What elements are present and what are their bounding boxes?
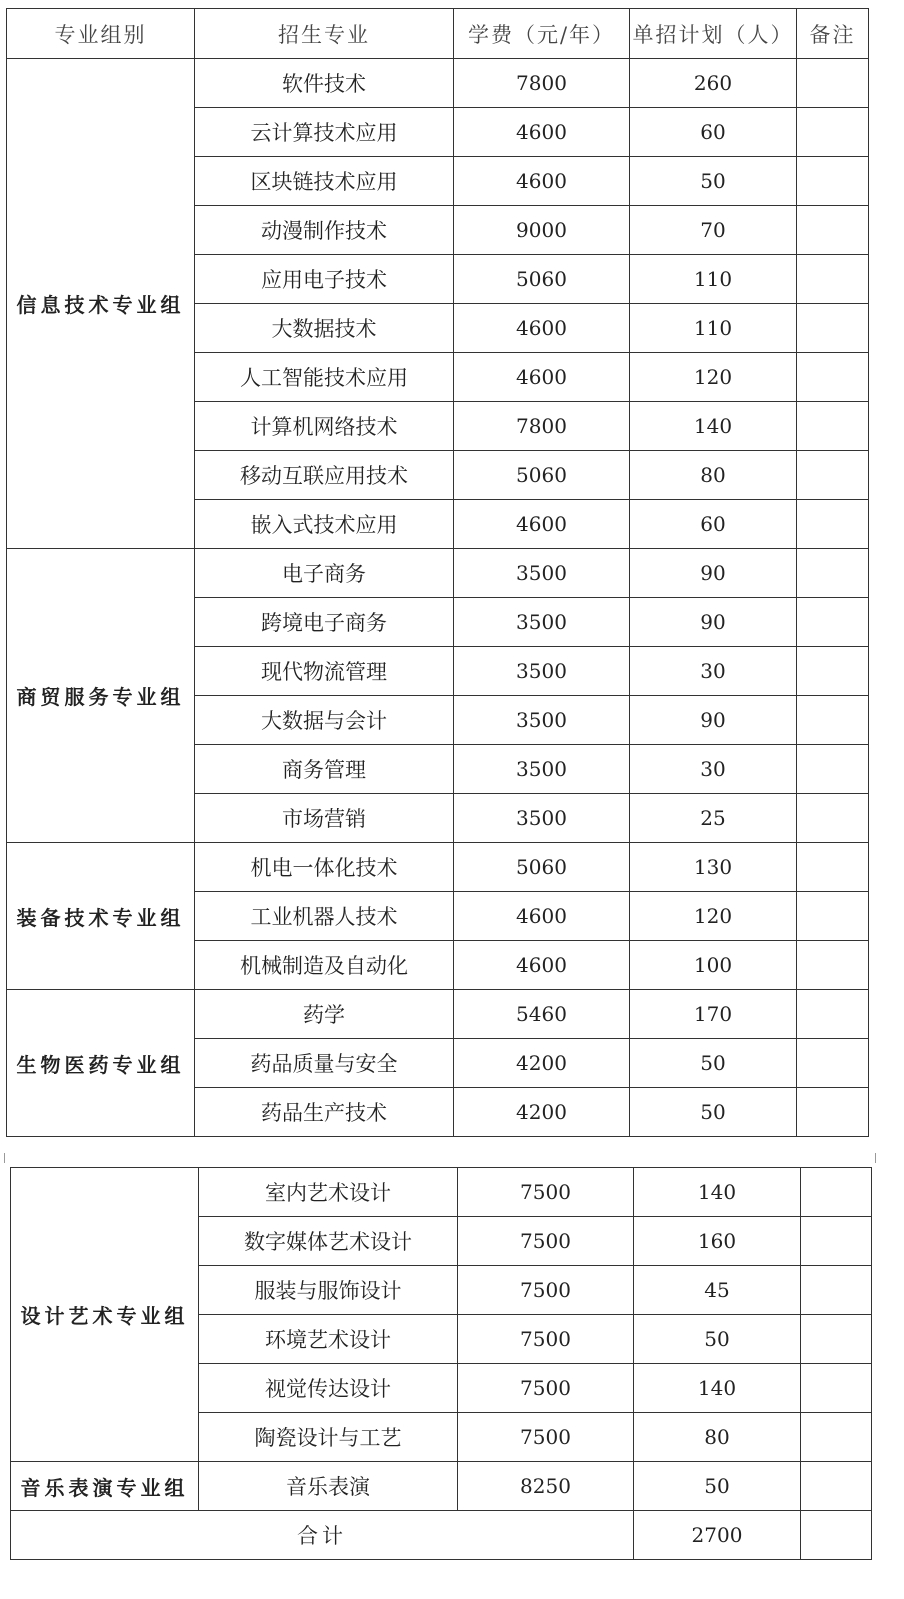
group-name-cell: 生物医药专业组 [7,990,195,1137]
plan-cell: 80 [630,451,797,500]
major-cell: 工业机器人技术 [195,892,454,941]
note-cell [797,647,869,696]
major-cell: 药学 [195,990,454,1039]
fee-cell: 8250 [458,1462,634,1511]
major-cell: 大数据技术 [195,304,454,353]
fee-cell: 3500 [454,647,630,696]
note-cell [797,304,869,353]
fee-cell: 3500 [454,794,630,843]
header-major: 招生专业 [195,9,454,59]
fee-cell: 5060 [454,451,630,500]
plan-cell: 30 [630,745,797,794]
plan-cell: 45 [634,1266,801,1315]
major-cell: 商务管理 [195,745,454,794]
group-name-cell: 设计艺术专业组 [11,1168,199,1462]
plan-cell: 90 [630,549,797,598]
fee-cell: 4600 [454,892,630,941]
major-cell: 电子商务 [195,549,454,598]
total-label: 合计 [11,1511,634,1560]
major-cell: 数字媒体艺术设计 [199,1217,458,1266]
major-cell: 视觉传达设计 [199,1364,458,1413]
plan-cell: 120 [630,353,797,402]
total-note [801,1511,872,1560]
plan-cell: 110 [630,255,797,304]
group-name-cell: 商贸服务专业组 [7,549,195,843]
note-cell [797,892,869,941]
note-cell [797,1039,869,1088]
fee-cell: 7500 [458,1364,634,1413]
header-plan: 单招计划（人） [630,9,797,59]
fee-cell: 4600 [454,353,630,402]
header-fee: 学费（元/年） [454,9,630,59]
major-cell: 应用电子技术 [195,255,454,304]
plan-cell: 70 [630,206,797,255]
plan-cell: 140 [634,1168,801,1217]
plan-cell: 50 [630,1039,797,1088]
note-cell [801,1462,872,1511]
plan-cell: 50 [634,1462,801,1511]
note-cell [797,206,869,255]
note-cell [797,255,869,304]
note-cell [797,157,869,206]
major-cell: 人工智能技术应用 [195,353,454,402]
plan-cell: 50 [634,1315,801,1364]
group-name-cell: 音乐表演专业组 [11,1462,199,1511]
plan-cell: 170 [630,990,797,1039]
table-row [7,59,869,108]
major-cell: 移动互联应用技术 [195,451,454,500]
enrollment-table-page1 [6,8,869,1137]
major-cell: 动漫制作技术 [195,206,454,255]
table-row [7,843,869,892]
fee-cell: 4600 [454,500,630,549]
table-row [11,1168,872,1217]
fee-cell: 7500 [458,1168,634,1217]
plan-cell: 50 [630,157,797,206]
major-cell: 区块链技术应用 [195,157,454,206]
fee-cell: 7500 [458,1315,634,1364]
note-cell [801,1315,872,1364]
plan-cell: 140 [634,1364,801,1413]
plan-cell: 140 [630,402,797,451]
note-cell [797,59,869,108]
plan-cell: 90 [630,696,797,745]
note-cell [797,353,869,402]
note-cell [801,1266,872,1315]
note-cell [797,451,869,500]
major-cell: 音乐表演 [199,1462,458,1511]
note-cell [801,1168,872,1217]
note-cell [797,941,869,990]
note-cell [797,1088,869,1137]
plan-cell: 25 [630,794,797,843]
major-cell: 软件技术 [195,59,454,108]
group-name-cell: 装备技术专业组 [7,843,195,990]
major-cell: 药品质量与安全 [195,1039,454,1088]
plan-cell: 100 [630,941,797,990]
note-cell [797,500,869,549]
plan-cell: 50 [630,1088,797,1137]
note-cell [797,598,869,647]
major-cell: 嵌入式技术应用 [195,500,454,549]
note-cell [797,990,869,1039]
plan-cell: 160 [634,1217,801,1266]
header-group: 专业组别 [7,9,195,59]
fee-cell: 5060 [454,255,630,304]
fee-cell: 7500 [458,1217,634,1266]
major-cell: 计算机网络技术 [195,402,454,451]
fee-cell: 4200 [454,1039,630,1088]
total-row [11,1511,872,1560]
fee-cell: 4600 [454,108,630,157]
plan-cell: 30 [630,647,797,696]
fee-cell: 3500 [454,745,630,794]
note-cell [797,549,869,598]
fee-cell: 4200 [454,1088,630,1137]
major-cell: 药品生产技术 [195,1088,454,1137]
note-cell [797,745,869,794]
major-cell: 机电一体化技术 [195,843,454,892]
plan-cell: 130 [630,843,797,892]
enrollment-table-page2 [10,1167,872,1560]
total-plan: 2700 [634,1511,801,1560]
fee-cell: 5060 [454,843,630,892]
major-cell: 机械制造及自动化 [195,941,454,990]
header-note: 备注 [797,9,869,59]
major-cell: 现代物流管理 [195,647,454,696]
note-cell [797,794,869,843]
note-cell [801,1364,872,1413]
fee-cell: 7800 [454,59,630,108]
table-row [7,990,869,1039]
note-cell [797,696,869,745]
major-cell: 云计算技术应用 [195,108,454,157]
note-cell [797,108,869,157]
fee-cell: 4600 [454,157,630,206]
fee-cell: 7800 [454,402,630,451]
plan-cell: 90 [630,598,797,647]
major-cell: 陶瓷设计与工艺 [199,1413,458,1462]
table-row [7,549,869,598]
note-cell [801,1413,872,1462]
table-row [11,1462,872,1511]
fee-cell: 3500 [454,598,630,647]
fee-cell: 7500 [458,1266,634,1315]
plan-cell: 120 [630,892,797,941]
note-cell [801,1217,872,1266]
plan-cell: 110 [630,304,797,353]
group-name-cell: 信息技术专业组 [7,59,195,549]
plan-cell: 60 [630,108,797,157]
fee-cell: 3500 [454,549,630,598]
fee-cell: 5460 [454,990,630,1039]
major-cell: 服装与服饰设计 [199,1266,458,1315]
plan-cell: 60 [630,500,797,549]
fee-cell: 9000 [454,206,630,255]
plan-cell: 260 [630,59,797,108]
major-cell: 大数据与会计 [195,696,454,745]
major-cell: 室内艺术设计 [199,1168,458,1217]
fee-cell: 3500 [454,696,630,745]
note-cell [797,402,869,451]
page-break-marker [4,1153,876,1163]
major-cell: 环境艺术设计 [199,1315,458,1364]
fee-cell: 7500 [458,1413,634,1462]
fee-cell: 4600 [454,941,630,990]
fee-cell: 4600 [454,304,630,353]
note-cell [797,843,869,892]
table-header-row [7,9,869,59]
major-cell: 跨境电子商务 [195,598,454,647]
plan-cell: 80 [634,1413,801,1462]
major-cell: 市场营销 [195,794,454,843]
